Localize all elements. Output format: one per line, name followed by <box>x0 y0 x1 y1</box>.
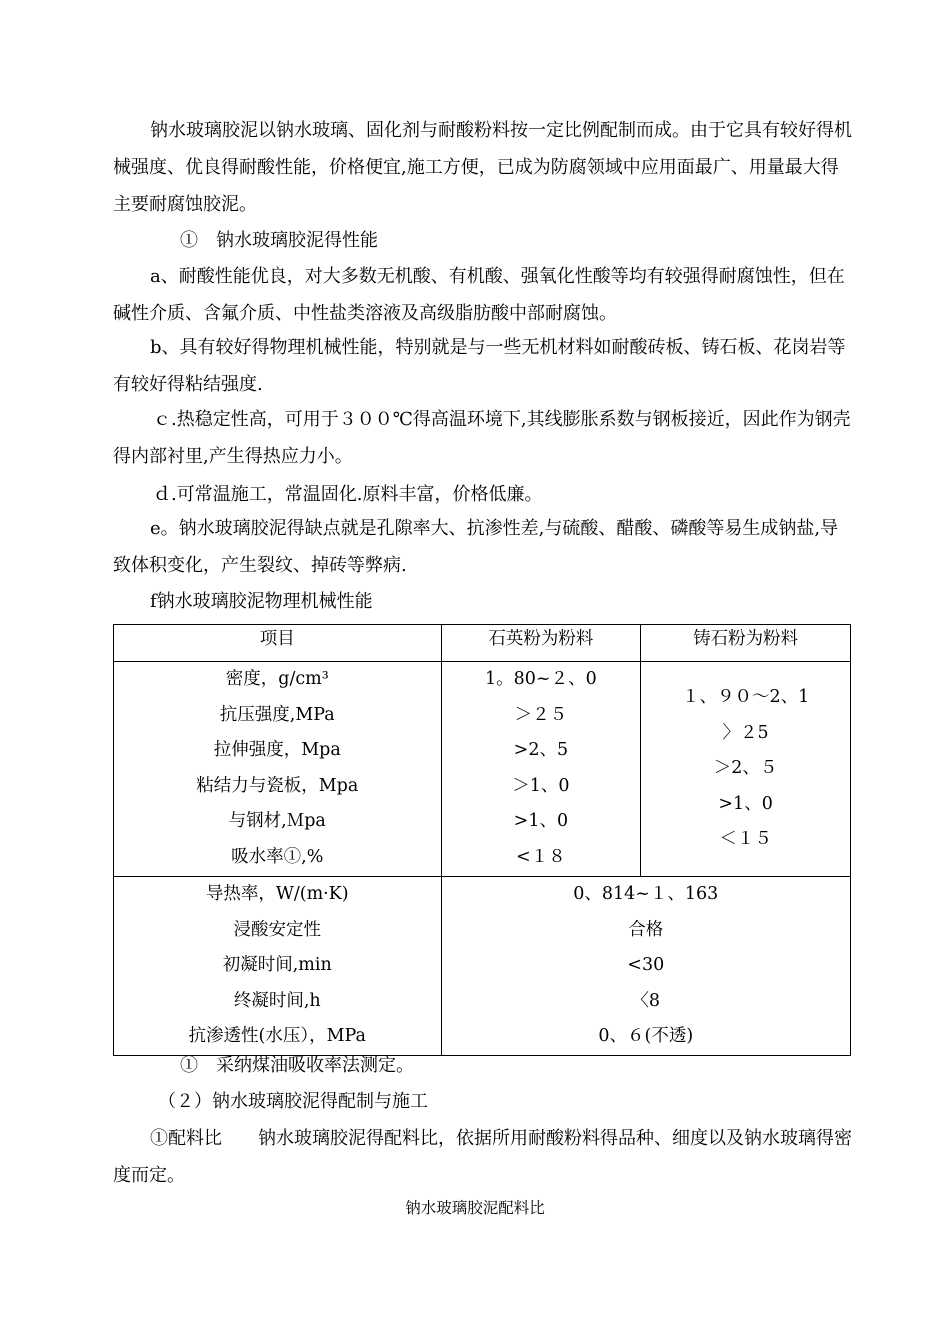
quartz-value: >1、0 <box>513 811 569 831</box>
table-row-bottom <box>114 877 851 1056</box>
heading-preparation: （２）钠水玻璃胶泥得配制与施工 <box>158 1091 428 1112</box>
table-title: f钠水玻璃胶泥物理机械性能 <box>150 591 373 612</box>
table-footnote: ① 采纳煤油吸收率法测定。 <box>180 1055 414 1076</box>
cast-stone-value: ＞2、５ <box>713 758 778 778</box>
shared-value: 0、６(不透) <box>598 1026 694 1046</box>
header-item: 项目 <box>114 625 442 662</box>
cast-stone-value: １、９０～2、1 <box>681 687 810 707</box>
item-label: 初凝时间,min <box>222 955 332 975</box>
heading-properties: ① 钠水玻璃胶泥得性能 <box>180 230 378 251</box>
quartz-value: ＞２５ <box>514 704 568 725</box>
intro-paragraph: 钠水玻璃胶泥以钠水玻璃、固化剂与耐酸粉料按一定比例配制而成。由于它具有较好得机械强度、优良得耐酸性能，价格便宜,施工方便，已成为防腐领域中应用面最广、用量最大得主要耐腐蚀胶泥。 <box>113 120 852 215</box>
item-label: 浸酸安定性 <box>233 919 321 940</box>
item-label: 导热率，W/(m·K) <box>205 884 349 904</box>
cast-stone-value: 〉２5 <box>722 722 769 743</box>
item-label: 终凝时间,h <box>233 990 321 1011</box>
item-label: 拉伸强度，Mpa <box>213 740 341 760</box>
header-quartz: 石英粉为粉料 <box>441 625 641 662</box>
item-e-paragraph: e。钠水玻璃胶泥得缺点就是孔隙率大、抗渗性差,与硫酸、醋酸、磷酸等易生成钠盐,导致体积变化，产生裂纹、掉砖等弊病. <box>113 518 839 576</box>
item-label: 抗渗透性(水压），MPa <box>188 1026 366 1046</box>
cast-stone-values-cell <box>641 662 851 877</box>
quartz-value: <１８ <box>516 846 566 867</box>
item-label: 抗压强度,MPa <box>219 704 335 725</box>
shared-values-cell <box>441 877 850 1056</box>
item-d-paragraph: ｄ.可常温施工，常温固化.原料丰富，价格低廉。 <box>153 484 543 505</box>
quartz-value: ＞1、0 <box>512 775 570 796</box>
cast-stone-value: ＜１５ <box>719 829 772 849</box>
quartz-value: >2、5 <box>513 740 569 760</box>
item-b-paragraph: b、具有较好得物理机械性能，特别就是与一些无机材料如耐酸砖板、铸石板、花岗岩等有较好得粘结强度. <box>113 337 846 395</box>
items-top-cell <box>114 662 442 877</box>
shared-value: 0、814~１、163 <box>573 884 719 904</box>
mix-ratio-paragraph: ①配料比 钠水玻璃胶泥得配料比，依据所用耐酸粉料得品种、细度以及钠水玻璃得密度而定。 <box>113 1128 852 1186</box>
item-a-paragraph: a、耐酸性能优良，对大多数无机酸、有机酸、强氧化性酸等均有较强得耐腐蚀性，但在碱性介质、含氟介质、中性盐类溶液及高级脂肪酸中部耐腐蚀。 <box>113 266 845 324</box>
item-c-paragraph: ｃ.热稳定性高，可用于３００℃得高温环境下,其线膨胀系数与钢板接近，因此作为钢壳得内部衬里,产生得热应力小。 <box>113 409 851 467</box>
shared-value: <30 <box>627 955 665 975</box>
item-label: 与钢材,Ｍpa <box>228 811 326 831</box>
shared-value: 合格 <box>628 919 664 940</box>
items-bottom-cell <box>114 877 442 1056</box>
quartz-value: 1。80~２、0 <box>485 669 597 689</box>
shared-value: 〈8 <box>631 990 661 1011</box>
quartz-values-cell <box>441 662 641 877</box>
table-row-top <box>114 662 851 877</box>
item-label: 吸水率①,% <box>231 846 324 867</box>
properties-table <box>113 624 851 1056</box>
header-cast-stone: 铸石粉为粉料 <box>641 625 851 662</box>
table-header-row <box>114 625 851 662</box>
item-label: 密度，g/cm³ <box>225 669 329 689</box>
cast-stone-value: >1、0 <box>718 793 773 814</box>
item-label: 粘结力与瓷板，Mpa <box>196 775 359 796</box>
mix-ratio-caption: 钠水玻璃胶泥配料比 <box>405 1199 545 1217</box>
